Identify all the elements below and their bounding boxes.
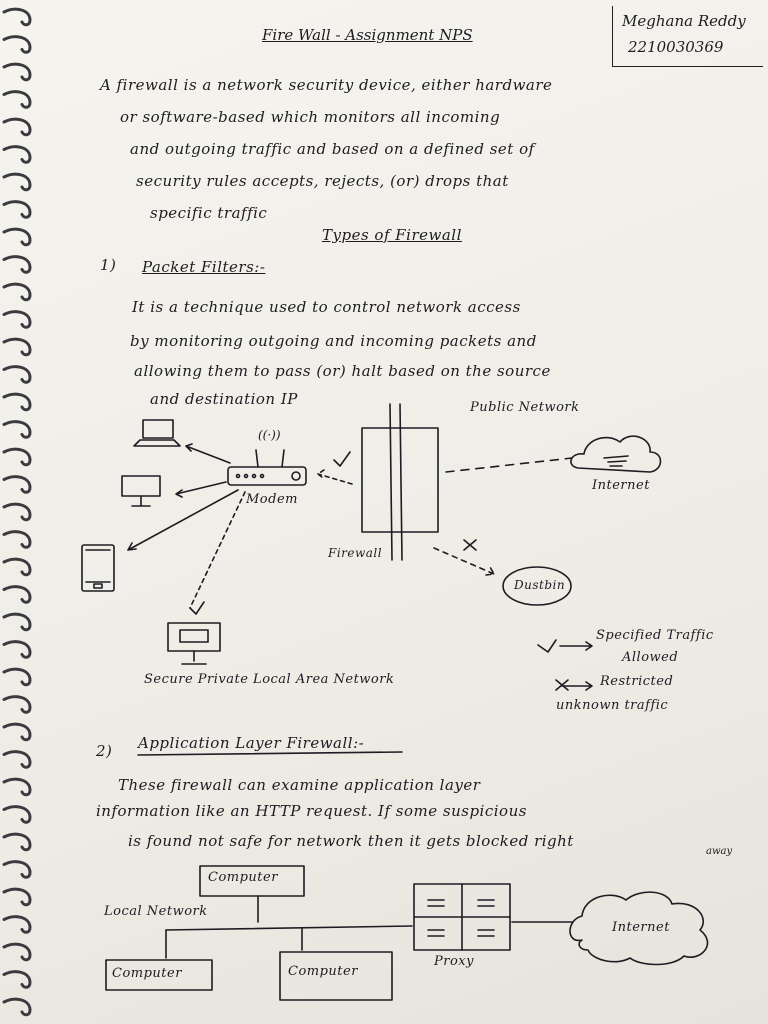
- internet-label: Internet: [612, 920, 670, 935]
- proxy-icon: [414, 884, 510, 950]
- computer-top-label: Computer: [208, 870, 278, 885]
- internet-label: Internet: [592, 478, 650, 493]
- intro-line: or software-based which monitors all incoming: [120, 108, 501, 126]
- legend-restricted-line1: Restricted: [600, 674, 674, 689]
- computer-mid-label: Computer: [288, 964, 358, 979]
- intro-line: and outgoing traffic and based on a defined set of: [130, 140, 535, 158]
- section-heading: Application Layer Firewall:-: [138, 734, 365, 752]
- section-line: allowing them to pass (or) halt based on the source: [134, 362, 551, 380]
- section-line: These firewall can examine application layer: [118, 776, 481, 794]
- page-title: Fire Wall - Assignment NPS: [262, 26, 473, 44]
- local-network-label: Local Network: [104, 904, 208, 919]
- intro-line: security rules accepts, rejects, (or) drops that: [136, 172, 509, 190]
- section-number: 1): [100, 256, 117, 274]
- wifi-signal: ((·)): [258, 428, 281, 442]
- lan-label: Secure Private Local Area Network: [144, 672, 395, 687]
- section-line: information like an HTTP request. If some suspicious: [96, 802, 527, 820]
- student-id: 2210030369: [628, 38, 724, 56]
- modem-label: Modem: [246, 492, 298, 507]
- types-heading: Types of Firewall: [322, 226, 462, 244]
- section-line: by monitoring outgoing and incoming packets and: [130, 332, 537, 350]
- section-number: 2): [96, 742, 113, 760]
- section-heading: Packet Filters:-: [142, 258, 266, 276]
- legend-allowed-line2: Allowed: [622, 650, 679, 665]
- intro-line: A firewall is a network security device, either hardware: [100, 76, 553, 94]
- computer-left-label: Computer: [112, 966, 182, 981]
- proxy-label: Proxy: [434, 954, 474, 969]
- section-line: and destination IP: [150, 390, 298, 408]
- firewall-label: Firewall: [328, 546, 383, 560]
- intro-line: specific traffic: [150, 204, 268, 222]
- section-line: is found not safe for network then it gets blocked right: [128, 832, 574, 850]
- public-network-label: Public Network: [470, 400, 580, 415]
- section-line: It is a technique used to control network access: [132, 298, 521, 316]
- student-name: Meghana Reddy: [622, 12, 746, 30]
- legend-restricted-line2: unknown traffic: [556, 698, 669, 713]
- legend-allowed-line1: Specified Traffic: [596, 628, 714, 643]
- section-line-wrap: away: [706, 846, 733, 857]
- dustbin-label: Dustbin: [514, 578, 566, 592]
